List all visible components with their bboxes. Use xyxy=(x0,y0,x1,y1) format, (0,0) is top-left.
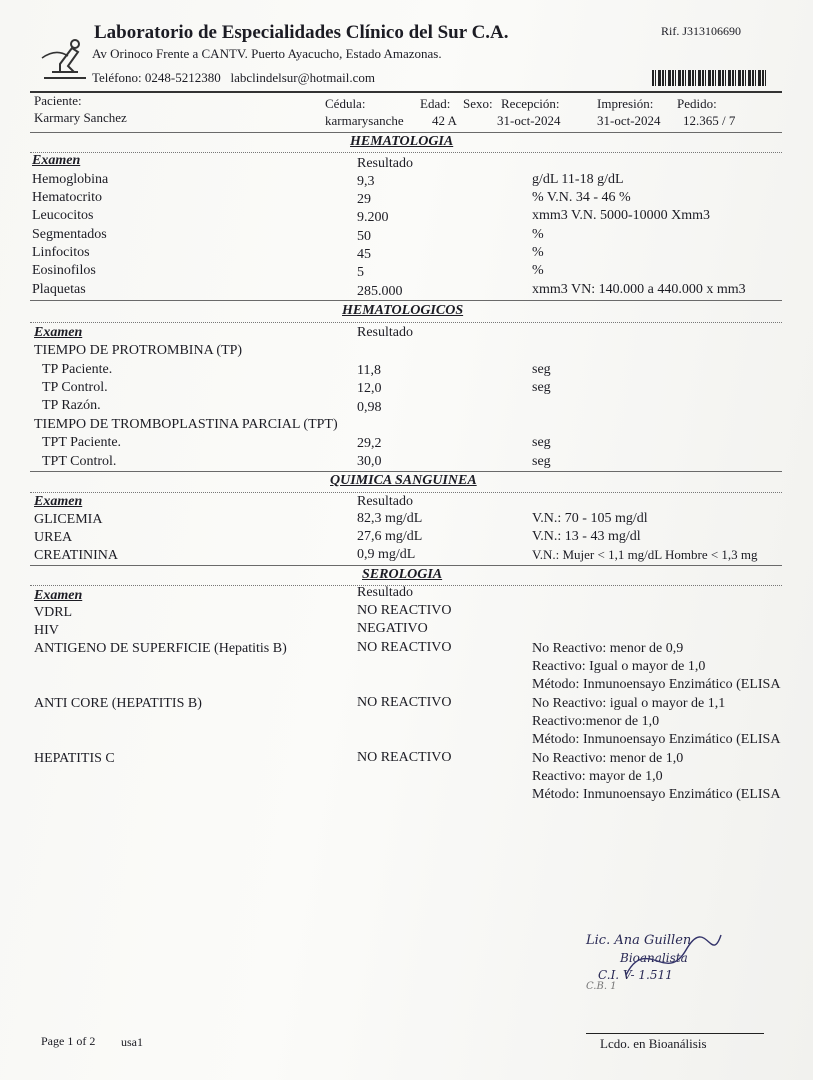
exam-value: 27,6 mg/dL xyxy=(357,529,423,544)
exam-value: 30,0 xyxy=(357,454,382,469)
exam-header: Examen xyxy=(34,494,83,509)
exam-value: NO REACTIVO xyxy=(357,750,452,765)
email: labclindelsur@hotmail.com xyxy=(230,70,375,85)
exam-reference: Reactivo: mayor de 1,0 xyxy=(532,769,663,784)
impresion-label: Impresión: xyxy=(597,96,654,111)
signature-line: C.B. 1 xyxy=(586,981,617,992)
result-header: Resultado xyxy=(357,325,413,340)
barcode xyxy=(652,70,768,86)
exam-name: TP Paciente. xyxy=(42,362,113,377)
exam-unit: seg xyxy=(532,454,551,469)
page-indicator: Page 1 of 2 xyxy=(41,1034,96,1048)
exam-header: Examen xyxy=(34,588,83,603)
lab-address: Av Orinoco Frente a CANTV. Puerto Ayacucho, Estado Amazonas. xyxy=(92,46,442,61)
exam-name: GLICEMIA xyxy=(34,512,103,527)
exam-reference: Reactivo: Igual o mayor de 1,0 xyxy=(532,659,706,674)
exam-value: 11,8 xyxy=(357,363,381,378)
exam-reference: No Reactivo: menor de 0,9 xyxy=(532,641,684,656)
section-divider xyxy=(30,471,782,472)
exam-reference: V.N.: 70 - 105 mg/dl xyxy=(532,511,648,526)
signature-line: C.I. V- 1.511 xyxy=(598,968,673,982)
impresion-date: 31-oct-2024 xyxy=(597,113,661,128)
exam-name: Plaquetas xyxy=(32,282,86,297)
rif-number: Rif. J313106690 xyxy=(661,24,742,38)
user-code: usa1 xyxy=(121,1035,143,1049)
result-header: Resultado xyxy=(357,494,413,509)
exam-name: Eosinofilos xyxy=(32,263,96,278)
section-title-hematologia: HEMATOLOGIA xyxy=(350,134,454,149)
exam-reference: Método: Inmunoensayo Enzimático (ELISA xyxy=(532,732,781,747)
exam-name: TPT Control. xyxy=(42,454,117,469)
exam-header: Examen xyxy=(34,325,83,340)
section-divider xyxy=(30,565,782,566)
exam-unit: seg xyxy=(532,362,551,377)
edad-label: Edad: xyxy=(420,96,451,111)
section-title-serologia: SEROLOGIA xyxy=(362,567,443,582)
exam-name: UREA xyxy=(34,530,73,545)
exam-reference: Método: Inmunoensayo Enzimático (ELISA xyxy=(532,677,781,692)
exam-value: 45 xyxy=(357,247,371,262)
phone-number: 0248-5212380 xyxy=(144,70,221,85)
exam-name: HEPATITIS C xyxy=(34,751,115,766)
patient-label: Paciente: xyxy=(34,93,82,108)
exam-unit: seg xyxy=(532,380,551,395)
lab-name: Laboratorio de Especialidades Clínico del Sur C.A. xyxy=(94,22,509,43)
signature-line: Bioanalista xyxy=(620,951,688,965)
patient-name: Karmary Sanchez xyxy=(34,110,127,125)
result-header: Resultado xyxy=(357,585,413,600)
exam-name: Leucocitos xyxy=(32,208,94,223)
exam-name: ANTIGENO DE SUPERFICIE (Hepatitis B) xyxy=(34,641,287,656)
exam-name: TPT Paciente. xyxy=(42,435,122,450)
exam-name: CREATININA xyxy=(34,548,118,563)
exam-reference: No Reactivo: menor de 1,0 xyxy=(532,751,684,766)
exam-value: 5 xyxy=(357,265,364,280)
group-title-tp: TIEMPO DE PROTROMBINA (TP) xyxy=(34,343,243,358)
signature-line-rule xyxy=(586,1033,764,1034)
exam-value: NO REACTIVO xyxy=(357,640,452,655)
exam-reference: No Reactivo: igual o mayor de 1,1 xyxy=(532,696,726,711)
exam-value: 12,0 xyxy=(357,381,382,396)
exam-value: 9,3 xyxy=(357,174,375,189)
exam-name: HIV xyxy=(34,623,59,638)
section-title-hematologicos: HEMATOLOGICOS xyxy=(342,303,464,318)
pedido-label: Pedido: xyxy=(677,96,717,111)
recepcion-date: 31-oct-2024 xyxy=(497,113,561,128)
handwritten-signature xyxy=(616,925,726,995)
phone-label: Teléfono: xyxy=(92,70,142,85)
exam-value: 9.200 xyxy=(357,210,389,225)
lab-contact xyxy=(92,70,375,86)
exam-reference: % V.N. 34 - 46 % xyxy=(532,190,631,205)
exam-reference: Reactivo:menor de 1,0 xyxy=(532,714,660,729)
section-divider xyxy=(30,132,782,133)
exam-name: Segmentados xyxy=(32,227,107,242)
exam-reference: % xyxy=(532,227,544,242)
recepcion-label: Recepción: xyxy=(501,96,560,111)
exam-value: 0,98 xyxy=(357,400,382,415)
exam-header: Examen xyxy=(32,153,81,168)
cedula-value: karmarysanche xyxy=(325,113,404,128)
exam-name: Hemoglobina xyxy=(32,172,109,187)
signature-label: Lcdo. en Bioanálisis xyxy=(600,1036,707,1051)
section-title-quimica: QUIMICA SANGUINEA xyxy=(330,473,477,488)
exam-reference: V.N.: 13 - 43 mg/dl xyxy=(532,529,641,544)
exam-reference: V.N.: Mujer < 1,1 mg/dL Hombre < 1,3 mg xyxy=(532,547,758,562)
microscope-logo-icon xyxy=(38,28,90,84)
exam-reference: xmm3 V.N. 5000-10000 Xmm3 xyxy=(532,208,710,223)
signature-line: Lic. Ana Guillen xyxy=(586,933,692,948)
section-divider xyxy=(30,492,782,493)
section-divider xyxy=(30,152,782,153)
group-title-tpt: TIEMPO DE TROMBOPLASTINA PARCIAL (TPT) xyxy=(34,417,338,432)
exam-value: NO REACTIVO xyxy=(357,695,452,710)
exam-value: NO REACTIVO xyxy=(357,603,452,618)
exam-name: ANTI CORE (HEPATITIS B) xyxy=(34,696,202,711)
exam-reference: g/dL 11-18 g/dL xyxy=(532,172,624,187)
cedula-label: Cédula: xyxy=(325,96,366,111)
exam-value: 285.000 xyxy=(357,284,403,299)
exam-reference: % xyxy=(532,263,544,278)
exam-value: 50 xyxy=(357,229,371,244)
exam-reference: % xyxy=(532,245,544,260)
result-header: Resultado xyxy=(357,156,413,171)
exam-name: Hematocrito xyxy=(32,190,102,205)
section-divider xyxy=(30,300,782,301)
exam-value: 29,2 xyxy=(357,436,382,451)
exam-value: 82,3 mg/dL xyxy=(357,511,423,526)
exam-reference: xmm3 VN: 140.000 a 440.000 x mm3 xyxy=(532,282,746,297)
exam-name: TP Razón. xyxy=(42,398,101,413)
exam-name: TP Control. xyxy=(42,380,108,395)
pedido-value: 12.365 / 7 xyxy=(683,113,736,128)
exam-unit: seg xyxy=(532,435,551,450)
header-divider xyxy=(30,91,782,93)
edad-value: 42 A xyxy=(432,113,457,128)
exam-name: Linfocitos xyxy=(32,245,90,260)
exam-value: 0,9 mg/dL xyxy=(357,547,416,562)
exam-reference: Método: Inmunoensayo Enzimático (ELISA xyxy=(532,787,781,802)
section-divider xyxy=(30,322,782,323)
sexo-label: Sexo: xyxy=(463,96,493,111)
signature-stamp xyxy=(586,925,736,995)
exam-name: VDRL xyxy=(34,605,73,620)
exam-value: NEGATIVO xyxy=(357,621,428,636)
exam-value: 29 xyxy=(357,192,371,207)
